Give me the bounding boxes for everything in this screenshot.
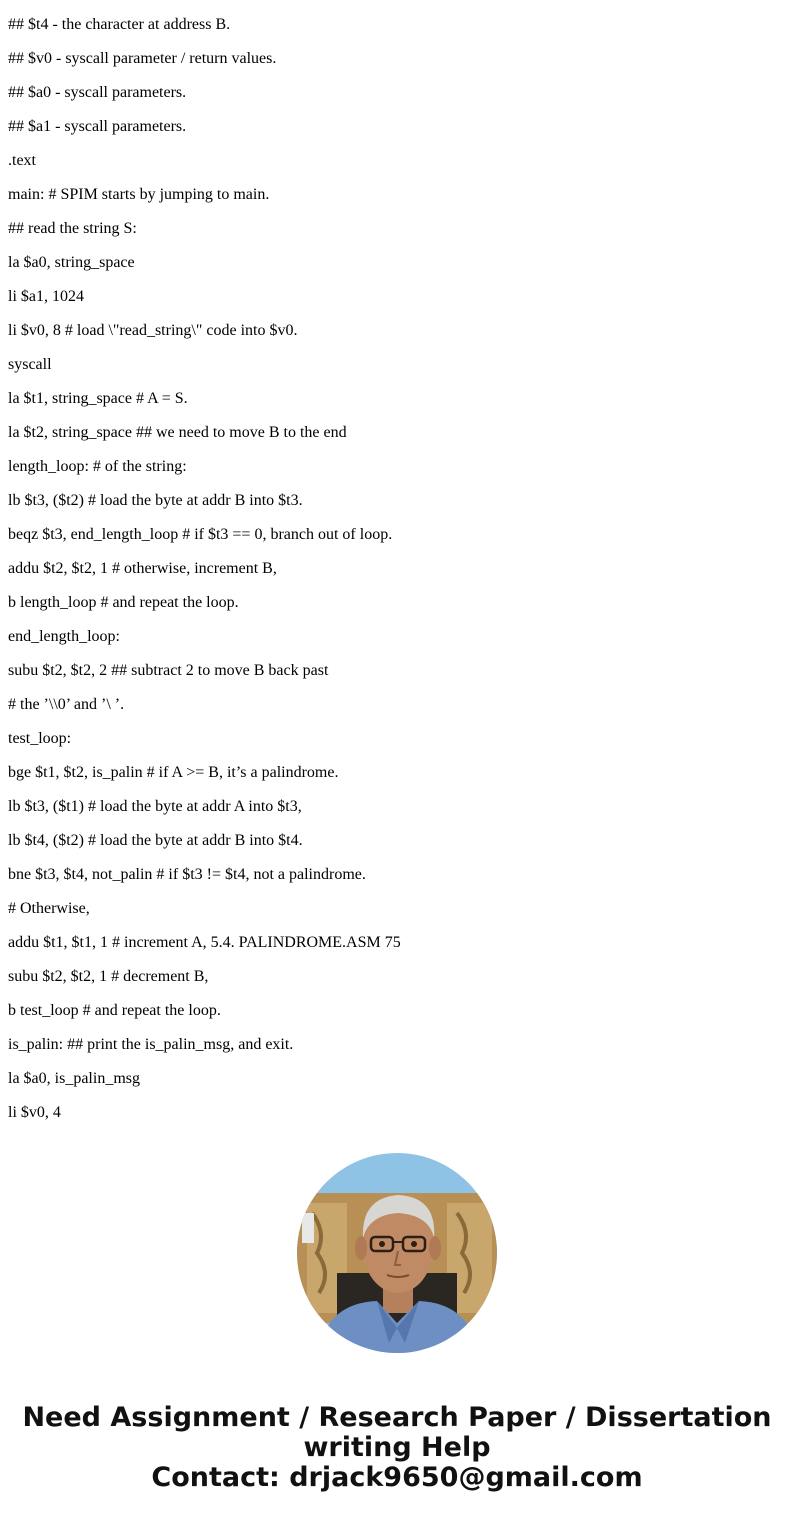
code-line: ## $a1 - syscall parameters. [8,118,187,135]
code-line: ## $a0 - syscall parameters. [8,84,187,101]
code-line: addu $t1, $t1, 1 # increment A, 5.4. PALINDROME.ASM 75 [8,934,401,951]
code-line: lb $t3, ($t1) # load the byte at addr A into $t3, [8,798,302,815]
banner-line-2: writing Help [303,1432,491,1463]
code-line: syscall [8,356,52,373]
code-line: li $a1, 1024 [8,288,84,305]
code-line: lb $t4, ($t2) # load the byte at addr B into $t4. [8,832,303,849]
banner-line-1: Need Assignment / Research Paper / Dissertation [22,1402,772,1433]
banner-contact-line: Contact: drjack9650@gmail.com [151,1462,643,1493]
code-line: la $a0, is_palin_msg [8,1070,140,1087]
code-line: subu $t2, $t2, 2 ## subtract 2 to move B back past [8,662,329,679]
code-line: main: # SPIM starts by jumping to main. [8,186,270,203]
code-line: ## read the string S: [8,220,137,237]
code-line: li $v0, 4 [8,1104,61,1121]
code-line: b test_loop # and repeat the loop. [8,1002,221,1019]
code-line: # Otherwise, [8,900,90,917]
code-line: la $t2, string_space ## we need to move B to the end [8,424,347,441]
code-line: end_length_loop: [8,628,120,645]
author-avatar [297,1153,497,1353]
code-line: length_loop: # of the string: [8,458,187,475]
code-listing [8,16,788,1138]
code-line: la $t1, string_space # A = S. [8,390,188,407]
code-line: la $a0, string_space [8,254,135,271]
code-line: is_palin: ## print the is_palin_msg, and exit. [8,1036,294,1053]
code-line: bne $t3, $t4, not_palin # if $t3 != $t4, not a palindrome. [8,866,366,883]
contact-banner [0,1403,794,1493]
code-line: addu $t2, $t2, 1 # otherwise, increment B, [8,560,277,577]
code-line: beqz $t3, end_length_loop # if $t3 == 0, branch out of loop. [8,526,393,543]
code-line: .text [8,152,36,169]
code-line: bge $t1, $t2, is_palin # if A >= B, it’s a palindrome. [8,764,339,781]
code-line: subu $t2, $t2, 1 # decrement B, [8,968,209,985]
code-line: lb $t3, ($t2) # load the byte at addr B into $t3. [8,492,303,509]
code-line: test_loop: [8,730,72,747]
code-line: b length_loop # and repeat the loop. [8,594,239,611]
code-line: ## $t4 - the character at address B. [8,16,231,33]
code-line: # the ’\\0’ and ’\ ’. [8,696,125,713]
code-line: li $v0, 8 # load \"read_string\" code into $v0. [8,322,298,339]
code-line: ## $v0 - syscall parameter / return values. [8,50,277,67]
